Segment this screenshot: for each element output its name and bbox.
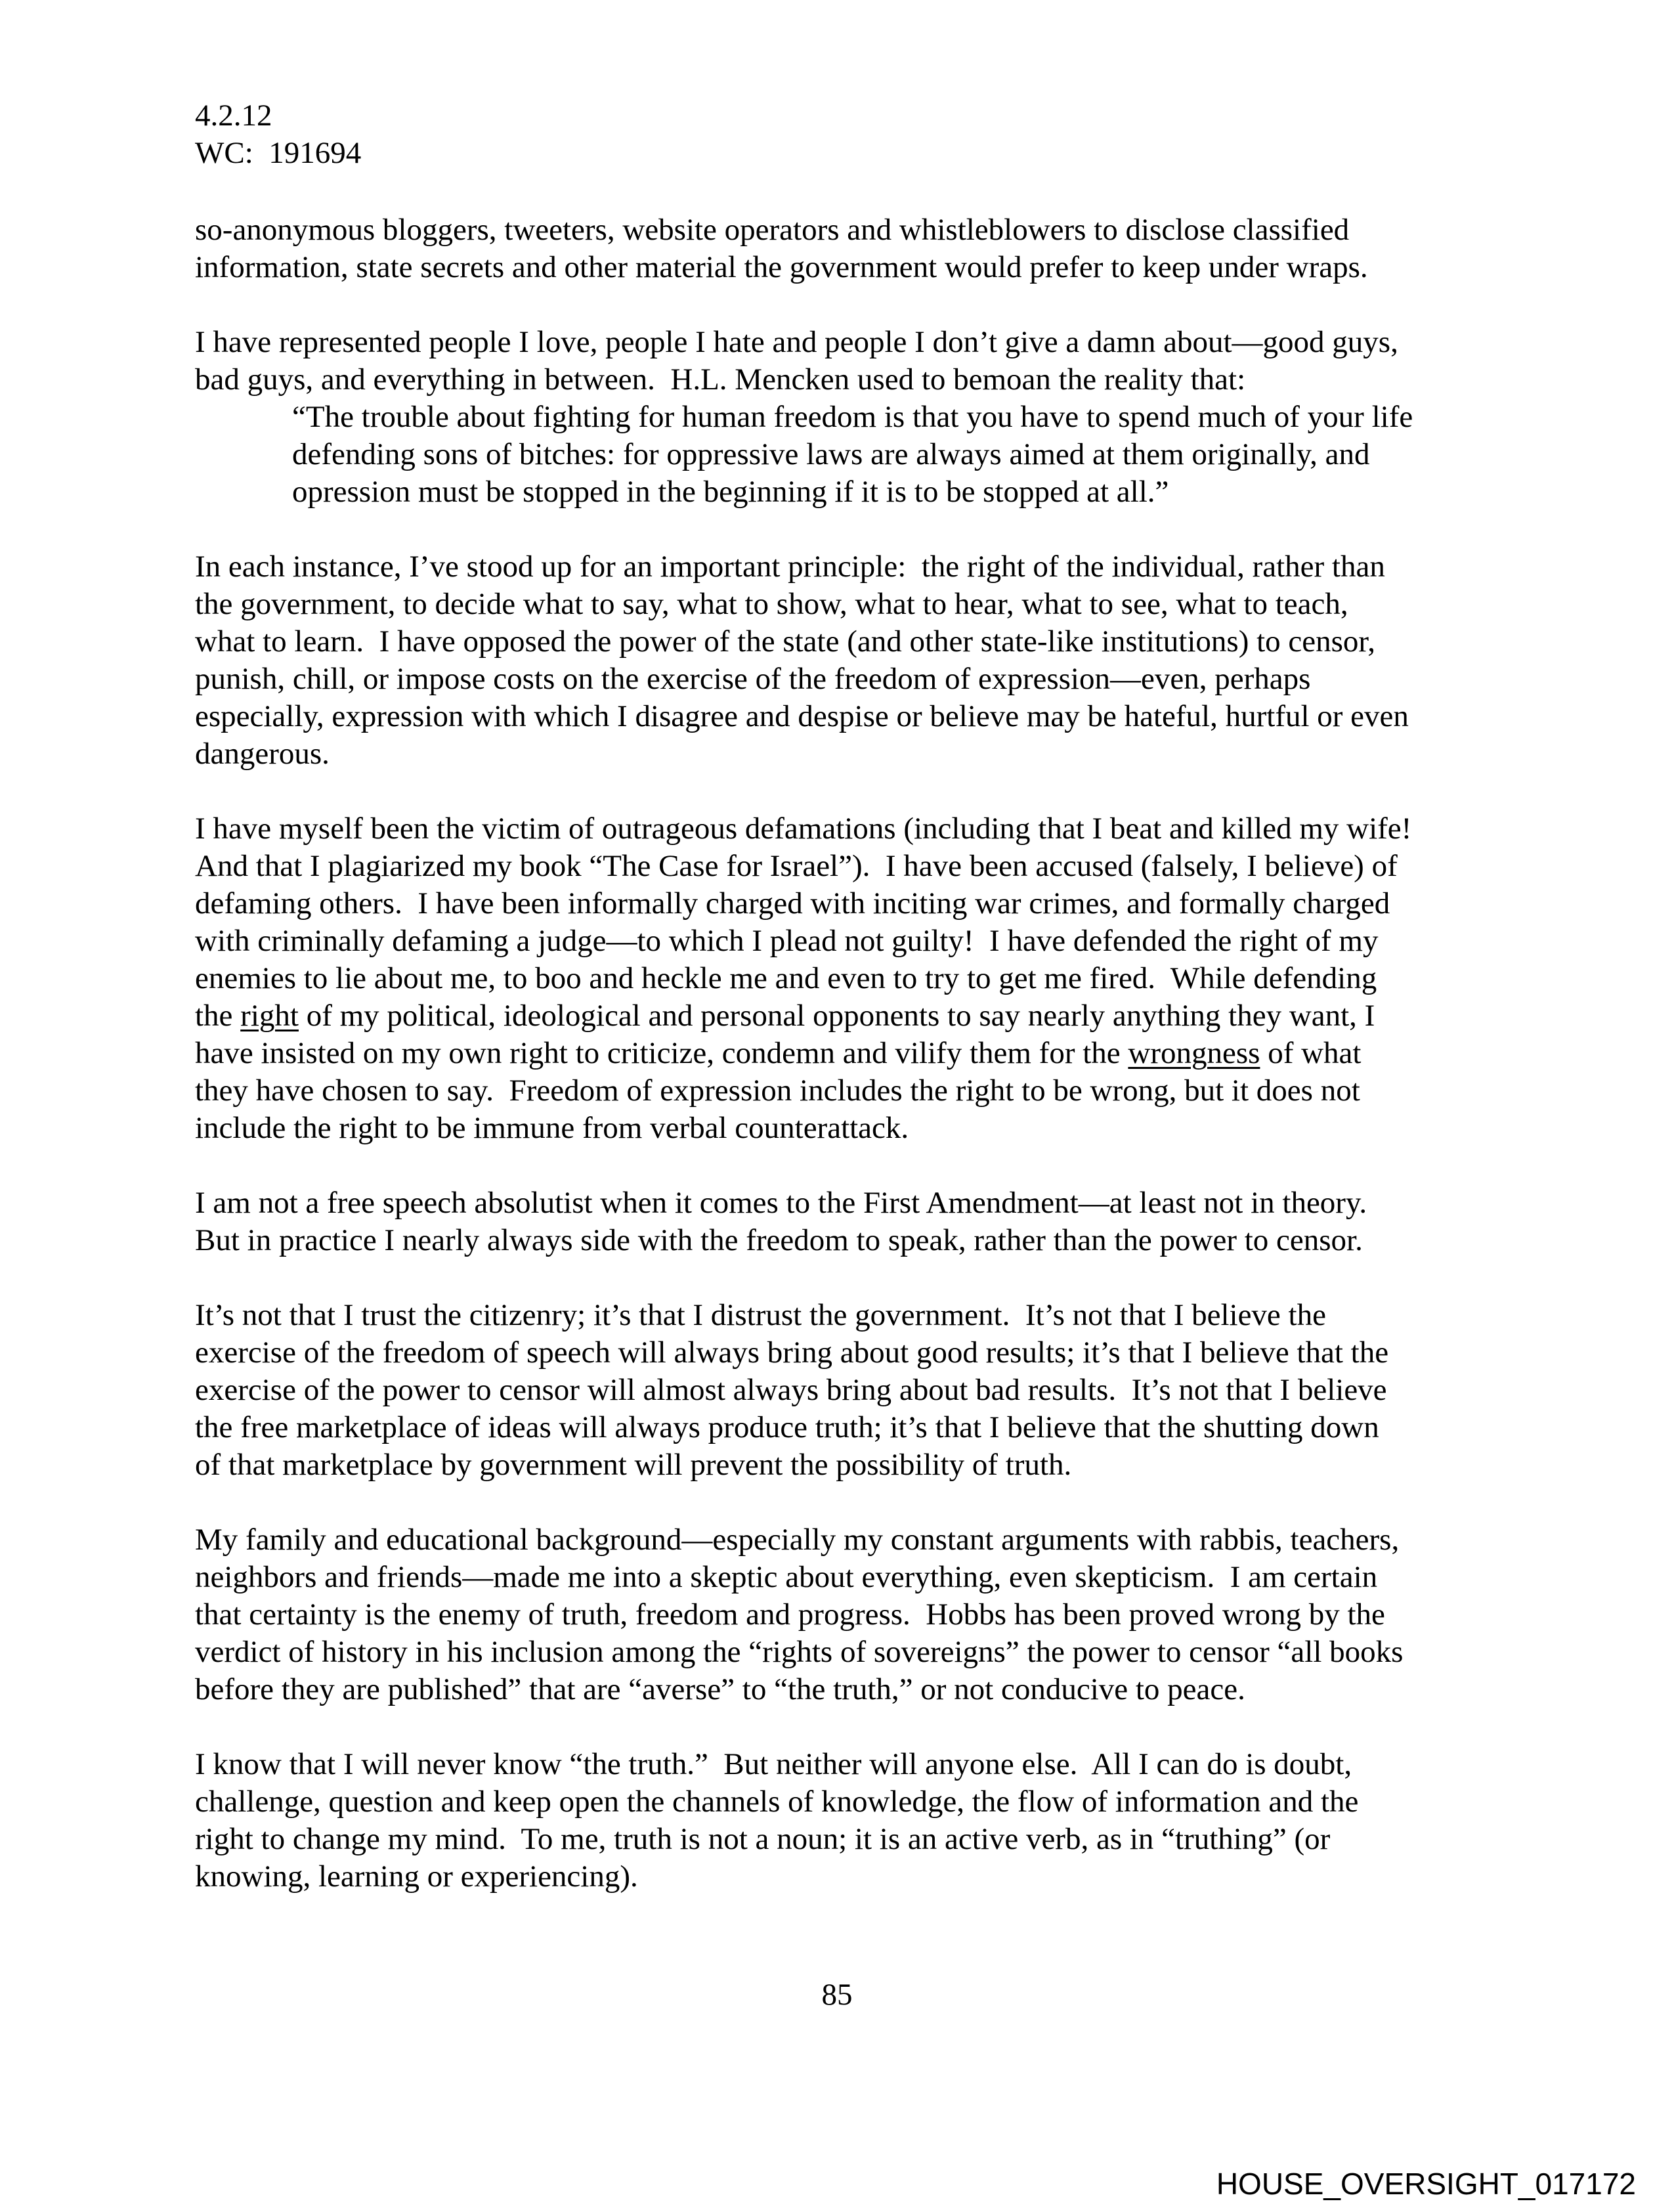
paragraph [195,1184,1482,1259]
underlined-word: wrongness [1128,1036,1260,1070]
text-line: so-anonymous bloggers, tweeters, website operators and whistleblowers to disclose classified [195,213,1350,247]
text-line: I am not a free speech absolutist when it comes to the First Amendment—at least not in theory. [195,1186,1367,1220]
header-date: 4.2.12 [195,98,272,133]
text-line: enemies to lie about me, to boo and heckle me and even to try to get me fired. While defending [195,961,1377,995]
text-line: I have represented people I love, people I hate and people I don’t give a damn about—good guys, [195,325,1398,359]
text-line: It’s not that I trust the citizenry; it’s that I distrust the government. It’s not that I believe the [195,1298,1326,1332]
text-line: right to change my mind. To me, truth is not a noun; it is an active verb, as in “truthing” (or [195,1822,1331,1856]
text-line: In each instance, I’ve stood up for an important principle: the right of the individual, rather than [195,550,1385,584]
paragraph [195,324,1482,511]
header-word-count: WC: 191694 [195,136,362,170]
text-line: of that marketplace by government will prevent the possibility of truth. [195,1448,1072,1482]
text-line: information, state secrets and other material the government would prefer to keep under wraps. [195,250,1368,284]
underlined-word: right [240,999,299,1033]
block-quote [195,399,1482,511]
text-segment: have insisted on my own right to criticize, condemn and vilify them for the [195,1036,1128,1070]
text-line: punish, chill, or impose costs on the exercise of the freedom of expression—even, perhaps [195,662,1311,696]
text-line: My family and educational background—especially my constant arguments with rabbis, teachers, [195,1523,1400,1557]
text-line: exercise of the freedom of speech will always bring about good results; it’s that I believe that the [195,1335,1389,1370]
text-line: defaming others. I have been informally charged with inciting war crimes, and formally charged [195,886,1390,921]
document-body [195,211,1482,1933]
text-line: with criminally defaming a judge—to which I plead not guilty! I have defended the right of my [195,924,1379,958]
text-line: knowing, learning or experiencing). [195,1859,638,1894]
text-line: dangerous. [195,737,330,771]
text-line: I have myself been the victim of outrageous defamations (including that I beat and killed my wife! [195,812,1412,846]
text-line: I know that I will never know “the truth.” But neither will anyone else. All I can do is doubt, [195,1747,1352,1781]
text-line: bad guys, and everything in between. H.L. Mencken used to bemoan the reality that: [195,362,1246,397]
text-line: especially, expression with which I disagree and despise or believe may be hateful, hurtful or even [195,699,1409,733]
text-line: include the right to be immune from verbal counterattack. [195,1111,909,1145]
text-segment: the [195,999,241,1033]
text-segment: of what [1260,1036,1362,1070]
text-line: that certainty is the enemy of truth, freedom and progress. Hobbs has been proved wrong by the [195,1597,1385,1632]
text-line: exercise of the power to censor will almost always bring about bad results. It’s not that I believe [195,1373,1387,1407]
text-line: they have chosen to say. Freedom of expression includes the right to be wrong, but it does not [195,1073,1360,1108]
quote-line: opression must be stopped in the beginning if it is to be stopped at all.” [292,475,1169,509]
text-segment: of my political, ideological and personal opponents to say nearly anything they want, I [298,999,1375,1033]
text-line: the government, to decide what to say, what to show, what to hear, what to see, what to teach, [195,587,1348,621]
page-number: 85 [821,1978,853,2012]
quote-line: “The trouble about fighting for human freedom is that you have to spend much of your life [292,400,1413,434]
text-line: neighbors and friends—made me into a skeptic about everything, even skepticism. I am certain [195,1560,1378,1594]
text-line: verdict of history in his inclusion among the “rights of sovereigns” the power to censor “all books [195,1635,1404,1669]
text-line [195,1035,1482,1072]
bates-number: HOUSE_OVERSIGHT_017172 [1216,2167,1636,2201]
text-line: And that I plagiarized my book “The Case for Israel”). I have been accused (falsely, I believe) of [195,849,1398,883]
paragraph [195,1297,1482,1484]
text-line: challenge, question and keep open the channels of knowledge, the flow of information and the [195,1785,1359,1819]
document-header [195,97,361,172]
text-line: before they are published” that are “averse” to “the truth,” or not conducive to peace. [195,1672,1245,1706]
quote-line: defending sons of bitches: for oppressive laws are always aimed at them originally, and [292,437,1370,471]
paragraph [195,548,1482,773]
text-line: But in practice I nearly always side with the freedom to speak, rather than the power to censor. [195,1223,1363,1257]
text-line: the free marketplace of ideas will always produce truth; it’s that I believe that the shutting down [195,1410,1379,1444]
paragraph [195,810,1482,1147]
paragraph [195,1521,1482,1708]
text-line: what to learn. I have opposed the power of the state (and other state-like institutions) to censor, [195,624,1375,659]
paragraph [195,1746,1482,1896]
paragraph [195,211,1482,286]
text-line [195,997,1482,1035]
